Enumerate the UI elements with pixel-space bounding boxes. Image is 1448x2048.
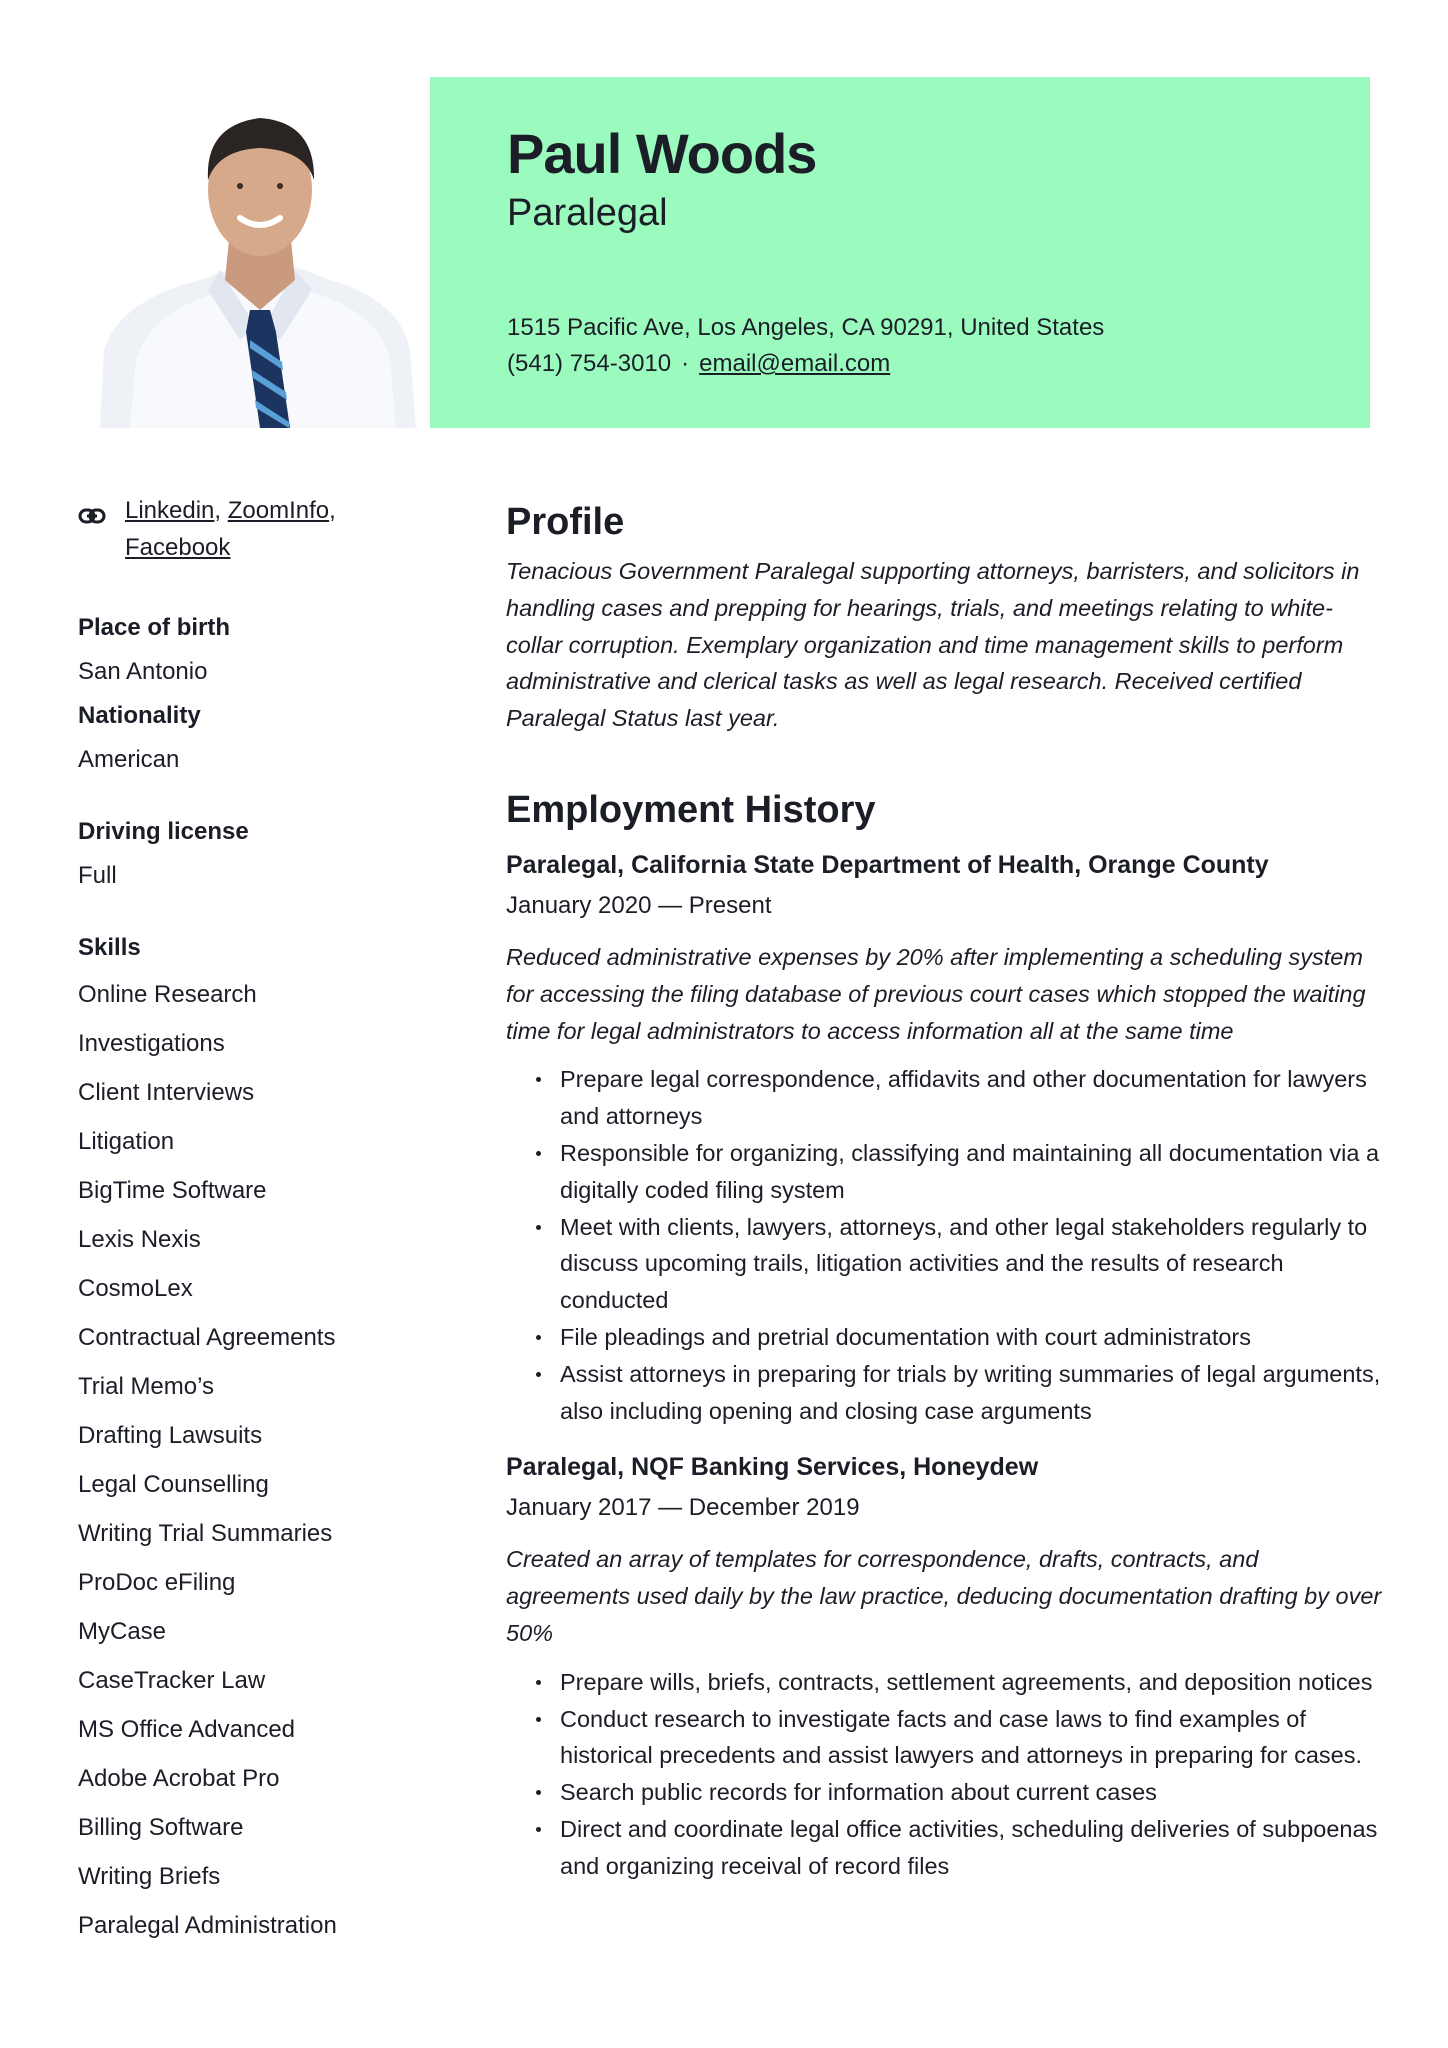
job-description: Created an array of templates for correspondence, drafts, contracts, and agreements used daily by the law practice, deducing documentation drafting by over 50% [506,1546,1382,1646]
job-entry [506,1447,1386,1884]
profile-summary: Tenacious Government Paralegal supporting attorneys, barristers, and solicitors in handling cases and prepping for hearings, trials, and meetings relating to white-collar corruption. Exemplary organization and time management skills to perform administrative and clerical tasks as well as legal research. Received certified Paralegal Status last year. [506,558,1360,732]
nationality-label: Nationality [78,702,201,729]
bullet-item: Conduct research to investigate facts and case laws to find examples of historical precedents and assist lawyers and attorneys in preparing for cases. [560,1701,1386,1775]
job-bullets [506,1061,1386,1429]
bullet-item: Prepare legal correspondence, affidavits and other documentation for lawyers and attorneys [560,1061,1386,1135]
skill-item: Adobe Acrobat Pro [78,1765,280,1792]
link-icon [78,498,106,535]
skill-item: CaseTracker Law [78,1667,266,1694]
candidate-title: Paralegal [507,192,668,234]
job-bullets [506,1664,1386,1885]
skills-heading: Skills [78,934,141,961]
employment-heading: Employment History [506,788,876,831]
driving-license-label: Driving license [78,818,249,845]
skills-list [78,970,398,1950]
bullet-item: Direct and coordinate legal office activities, scheduling deliveries of subpoenas and organizing receival of record files [560,1811,1386,1885]
bullet-item: Prepare wills, briefs, contracts, settlement agreements, and deposition notices [560,1664,1386,1701]
bullet-item: Meet with clients, lawyers, attorneys, and other legal stakeholders regularly to discuss upcoming trails, litigation activities and the results of research conducted [560,1209,1386,1319]
comma: , [329,497,336,524]
bullet-item: Responsible for organizing, classifying and maintaining all documentation via a digitally coded filing system [560,1135,1386,1209]
skill-item: Writing Briefs [78,1863,221,1890]
main-content [506,495,1386,1885]
skill-item: MS Office Advanced [78,1716,296,1743]
profile-heading: Profile [506,501,625,543]
facebook-link[interactable]: Facebook [125,534,231,561]
skill-item: Investigations [78,1030,225,1057]
job-dates: January 2020 — Present [506,891,772,919]
job-heading: Paralegal, NQF Banking Services, Honeydew [506,1453,1039,1482]
sidebar [78,492,398,1950]
skill-item: Litigation [78,1128,175,1155]
header-banner [430,77,1370,428]
bullet-item: Search public records for information about current cases [560,1774,1386,1811]
skill-item: CosmoLex [78,1275,193,1302]
social-links [78,492,398,566]
skill-item: Trial Memo’s [78,1373,215,1400]
zoominfo-link[interactable]: ZoomInfo [227,497,330,524]
bullet-item: File pleadings and pretrial documentation with court administrators [560,1319,1386,1356]
phone-number: (541) 754-3010 [507,350,672,377]
skill-item: MyCase [78,1618,167,1645]
skill-item: BigTime Software [78,1177,267,1204]
skill-item: Drafting Lawsuits [78,1422,263,1449]
job-dates: January 2017 — December 2019 [506,1494,860,1522]
skill-item: Online Research [78,981,257,1008]
driving-license-value: Full [78,862,117,889]
separator-dot: · [681,350,690,377]
skill-item: Writing Trial Summaries [78,1520,333,1547]
skill-item: Paralegal Administration [78,1912,337,1939]
bullet-item: Assist attorneys in preparing for trials by writing summaries of legal arguments, also including opening and closing case arguments [560,1356,1386,1430]
person-portrait-icon [90,100,416,428]
comma: , [214,497,222,524]
skill-item: Client Interviews [78,1079,255,1106]
skill-item: Billing Software [78,1814,244,1841]
linkedin-link[interactable]: Linkedin [125,497,215,524]
candidate-name: Paul Woods [507,122,817,185]
place-of-birth-label: Place of birth [78,614,231,641]
skill-item: Contractual Agreements [78,1324,336,1351]
place-of-birth-value: San Antonio [78,658,208,685]
job-description: Reduced administrative expenses by 20% after implementing a scheduling system for accessing the filing database of previous court cases which stopped the waiting time for legal administrators to access information all at the same time [506,943,1366,1044]
nationality-value: American [78,746,180,773]
skill-item: Lexis Nexis [78,1226,201,1253]
contact-line [507,346,890,382]
address: 1515 Pacific Ave, Los Angeles, CA 90291, United States [507,314,1105,341]
job-heading: Paralegal, California State Department of Health, Orange County [506,850,1269,879]
job-entry [506,845,1386,1429]
skill-item: Legal Counselling [78,1471,269,1498]
email-link[interactable]: email@email.com [699,350,891,377]
skill-item: ProDoc eFiling [78,1569,236,1596]
profile-photo [90,100,416,428]
